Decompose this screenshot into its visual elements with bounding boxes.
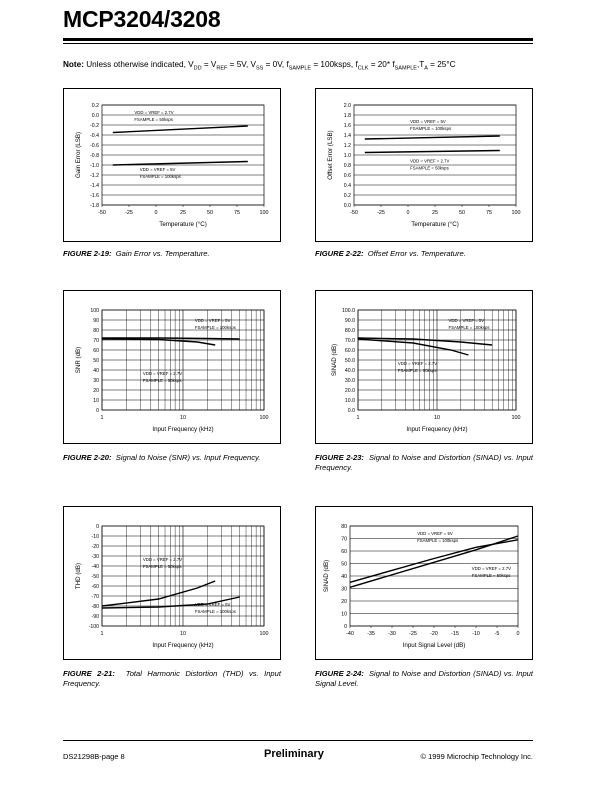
y-tick-label: 80: [341, 524, 347, 530]
series-annotation: VDD = VREF = 2.7V: [142, 371, 183, 376]
series-annotation: VDD = VREF = 5V: [139, 167, 176, 172]
x-tick-label: 100: [511, 415, 521, 421]
x-tick-label: 10: [180, 415, 186, 421]
x-axis-label: Input Signal Level (dB): [402, 642, 466, 649]
x-tick-label: 10: [180, 631, 186, 637]
x-tick-label: 25: [432, 210, 438, 216]
figure-caption: [315, 669, 533, 689]
y-tick-label: 50.0: [344, 358, 355, 364]
figure-caption: [63, 669, 281, 689]
y-tick-label: -1.6: [90, 193, 99, 199]
y-tick-label: -1.2: [90, 173, 99, 179]
x-tick-label: -35: [367, 631, 375, 637]
y-tick-label: 70: [341, 536, 347, 543]
y-tick-label: -0.4: [90, 133, 99, 139]
y-tick-label: -0.2: [90, 123, 99, 129]
y-tick-label: 0: [344, 624, 347, 630]
x-tick-label: 25: [180, 210, 186, 216]
x-tick-label: 10: [434, 415, 440, 421]
x-tick-label: -20: [430, 631, 438, 637]
y-axis-label: SNR (dB): [75, 346, 82, 374]
y-tick-label: 1.6: [343, 123, 351, 129]
y-tick-label: 1.2: [343, 143, 351, 149]
series-annotation: FSAMPLE = 100ksps: [139, 174, 181, 179]
footer-copyright: © 1999 Microchip Technology Inc.: [420, 752, 533, 761]
y-tick-label: 1.8: [343, 113, 351, 119]
caption-text: Offset Error vs. Temperature.: [367, 249, 466, 258]
x-tick-label: -25: [125, 210, 133, 216]
series-annotation: VDD = VREF = 2.7V: [134, 110, 174, 115]
y-tick-label: -1.4: [90, 183, 99, 189]
x-tick-label: 75: [234, 210, 240, 216]
y-tick-label: 60.0: [344, 348, 355, 354]
series-annotation: FSAMPLE = 100ksps: [410, 126, 452, 131]
caption-label: FIGURE 2-24:: [315, 669, 364, 678]
x-axis-label: Temperature (°C): [159, 221, 207, 228]
chart-panel-snr: [63, 290, 281, 444]
y-tick-label: 30.0: [344, 378, 355, 384]
chart-svg: [316, 507, 532, 659]
chart-svg: [316, 89, 532, 241]
page-title: MCP3204/3208: [63, 6, 221, 32]
y-axis-label: SINAD (dB): [331, 343, 338, 377]
y-axis-label: SINAD (dB): [323, 559, 330, 593]
series-annotation: VDD = VREF = 5V: [194, 318, 231, 323]
y-tick-label: 50: [341, 561, 347, 568]
x-tick-label: -40: [346, 631, 354, 637]
y-tick-label: -90: [91, 614, 99, 620]
chart-svg: [64, 507, 280, 659]
y-tick-label: -80: [91, 604, 99, 610]
x-tick-label: -15: [451, 631, 459, 637]
x-tick-label: -30: [388, 631, 396, 637]
y-tick-label: -0.8: [90, 153, 99, 159]
figure-caption: [315, 453, 533, 473]
series-annotation: VDD = VREF = 2.7V: [142, 557, 183, 562]
y-tick-label: 80: [93, 328, 99, 334]
y-tick-label: -40: [91, 564, 99, 570]
x-axis-label: Input Frequency (kHz): [152, 426, 214, 433]
caption-text: Signal to Noise and Distortion (SINAD) vs. Input Frequency.: [315, 453, 533, 472]
figure-caption: [63, 453, 281, 463]
x-tick-label: 100: [259, 210, 269, 216]
y-tick-label: -50: [91, 574, 99, 580]
series-line: [358, 338, 492, 345]
y-tick-label: 40: [341, 574, 347, 580]
y-tick-label: 60: [341, 549, 347, 555]
caption-text: Total Harmonic Distortion (THD) vs. Input Frequency.: [63, 669, 281, 688]
y-tick-label: 2.0: [343, 103, 351, 109]
series-annotation: VDD = VREF = 2.7V: [410, 158, 450, 164]
series-annotation: VDD = VREF = 5V: [410, 119, 446, 124]
y-tick-label: 50: [93, 358, 99, 364]
note-label: Note:: [63, 60, 84, 69]
y-tick-label: -30: [91, 554, 99, 560]
y-tick-label: 10.0: [344, 398, 355, 404]
y-tick-label: -100: [88, 624, 99, 630]
y-tick-label: -1.0: [90, 163, 99, 169]
conditions-note: [63, 60, 543, 72]
y-tick-label: 20.0: [344, 388, 355, 394]
series-annotation: FSAMPLE = 50ksps: [134, 117, 173, 122]
x-axis-label: Temperature (°C): [411, 221, 459, 228]
y-tick-label: 80.0: [344, 328, 355, 334]
x-tick-label: -5: [494, 631, 500, 637]
series-annotation: VDD = VREF = 2.7V: [471, 565, 511, 571]
series-annotation: FSAMPLE = 100ksps: [194, 325, 236, 330]
y-tick-label: 100: [90, 308, 99, 314]
y-tick-label: 0.6: [343, 173, 351, 179]
y-tick-label: 0.2: [343, 193, 351, 199]
y-tick-label: 0.8: [343, 163, 351, 169]
series-annotation: VDD = VREF = 5V: [194, 602, 231, 607]
y-tick-label: 30: [93, 378, 99, 384]
x-axis-label: Input Frequency (kHz): [406, 426, 468, 433]
caption-label: FIGURE 2-21:: [63, 669, 115, 678]
chart-svg: [316, 291, 532, 443]
series-line: [365, 151, 500, 153]
y-tick-label: -1.8: [90, 203, 99, 209]
footer-status: Preliminary: [264, 748, 324, 760]
y-tick-label: 1.4: [343, 133, 351, 139]
chart-panel-sinad-freq: [315, 290, 533, 444]
y-tick-label: 10: [341, 611, 347, 618]
y-axis-label: THD (dB): [75, 562, 82, 590]
series-annotation: VDD = VREF = 5V: [448, 318, 485, 323]
series-annotation: VDD = VREF = 5V: [417, 530, 453, 536]
series-annotation: VDD = VREF = 2.7V: [397, 361, 438, 366]
x-tick-label: -25: [409, 631, 417, 637]
series-annotation: FSAMPLE = 50ksps: [142, 564, 182, 569]
x-tick-label: -50: [98, 210, 106, 216]
series-annotation: FSAMPLE = 100ksps: [194, 609, 236, 614]
y-tick-label: 30: [341, 586, 347, 593]
y-tick-label: 0.0: [343, 203, 351, 209]
y-tick-label: 70.0: [344, 338, 355, 344]
series-annotation: FSAMPLE = 100ksps: [448, 325, 490, 330]
chart-panel-offset-error: [315, 88, 533, 242]
x-tick-label: 0: [406, 210, 410, 216]
series-line: [365, 136, 500, 139]
y-tick-label: -10: [91, 534, 99, 540]
y-tick-label: 0.4: [343, 183, 351, 189]
chart-svg: [64, 89, 280, 241]
x-tick-label: 100: [511, 210, 521, 216]
caption-label: FIGURE 2-22:: [315, 249, 364, 258]
y-tick-label: 20: [93, 388, 99, 394]
series-annotation: FSAMPLE = 50ksps: [410, 165, 449, 171]
footer-page-number: DS21298B-page 8: [63, 752, 125, 761]
y-tick-label: 0.0: [91, 113, 99, 119]
figure-caption: [315, 249, 533, 259]
y-tick-label: 100.0: [342, 308, 355, 314]
y-tick-label: 90: [93, 318, 99, 324]
figure-caption: [63, 249, 281, 259]
y-tick-label: 40: [93, 368, 99, 374]
x-tick-label: 1: [356, 415, 360, 421]
y-tick-label: 0: [96, 524, 99, 530]
caption-text: Gain Error vs. Temperature.: [115, 249, 210, 258]
y-tick-label: 40.0: [344, 368, 355, 374]
x-axis-label: Input Frequency (kHz): [152, 642, 214, 649]
caption-label: FIGURE 2-20:: [63, 453, 112, 462]
caption-text: Signal to Noise (SNR) vs. Input Frequency.: [115, 453, 261, 462]
y-tick-label: 10: [93, 398, 99, 404]
series-annotation: FSAMPLE = 100ksps: [417, 537, 459, 543]
x-tick-label: 50: [459, 210, 465, 216]
caption-label: FIGURE 2-19:: [63, 249, 112, 258]
x-tick-label: -25: [377, 210, 385, 216]
x-tick-label: -50: [350, 210, 358, 216]
chart-panel-thd: [63, 506, 281, 660]
y-tick-label: 1.0: [343, 153, 351, 159]
x-tick-label: 100: [259, 631, 269, 637]
note-text: Unless otherwise indicated, $V_{DD} = V_{REF} = 5V$, $V_{SS} = 0V$, $f_{SAMPLE}$ = 100ksps, $f_{CLK} = 20*$ $f_{SAMPLE},T_A = 25^\circ C$: [86, 60, 456, 72]
y-tick-label: 20: [341, 599, 347, 605]
title-rule-thin: [63, 43, 533, 44]
series-line: [113, 162, 248, 166]
series-annotation: FSAMPLE = 50ksps: [397, 368, 437, 373]
y-axis-label: Offset Error (LSB): [327, 130, 334, 180]
chart-panel-gain-error: [63, 88, 281, 242]
x-tick-label: 1: [100, 415, 104, 421]
x-tick-label: 1: [100, 631, 104, 637]
y-tick-label: 60: [93, 348, 99, 354]
caption-label: FIGURE 2-23:: [315, 453, 364, 462]
y-tick-label: 0: [96, 408, 99, 414]
y-axis-label: Gain Error (LSB): [75, 131, 82, 179]
series-annotation: FSAMPLE = 50ksps: [142, 378, 182, 383]
y-tick-label: -70: [91, 594, 99, 600]
x-tick-label: 50: [207, 210, 213, 216]
y-tick-label: -20: [91, 544, 99, 550]
chart-svg: [64, 291, 280, 443]
footer-rule: [63, 740, 533, 741]
title-rule: [63, 38, 533, 41]
caption-text: Signal to Noise and Distortion (SINAD) vs. Input Signal Level.: [315, 669, 533, 688]
y-tick-label: 90.0: [344, 318, 355, 324]
x-tick-label: -10: [472, 631, 480, 637]
series-annotation: FSAMPLE = 50ksps: [471, 572, 511, 578]
x-tick-label: 0: [516, 631, 520, 637]
y-tick-label: 0.2: [91, 103, 99, 109]
y-tick-label: -0.6: [90, 143, 99, 149]
y-tick-label: 0.0: [347, 408, 355, 414]
x-tick-label: 0: [154, 210, 158, 216]
y-tick-label: -60: [91, 584, 99, 590]
x-tick-label: 100: [259, 415, 269, 421]
series-line: [113, 126, 248, 133]
x-tick-label: 75: [486, 210, 492, 216]
chart-panel-sinad-level: [315, 506, 533, 660]
y-tick-label: 70: [93, 338, 99, 344]
